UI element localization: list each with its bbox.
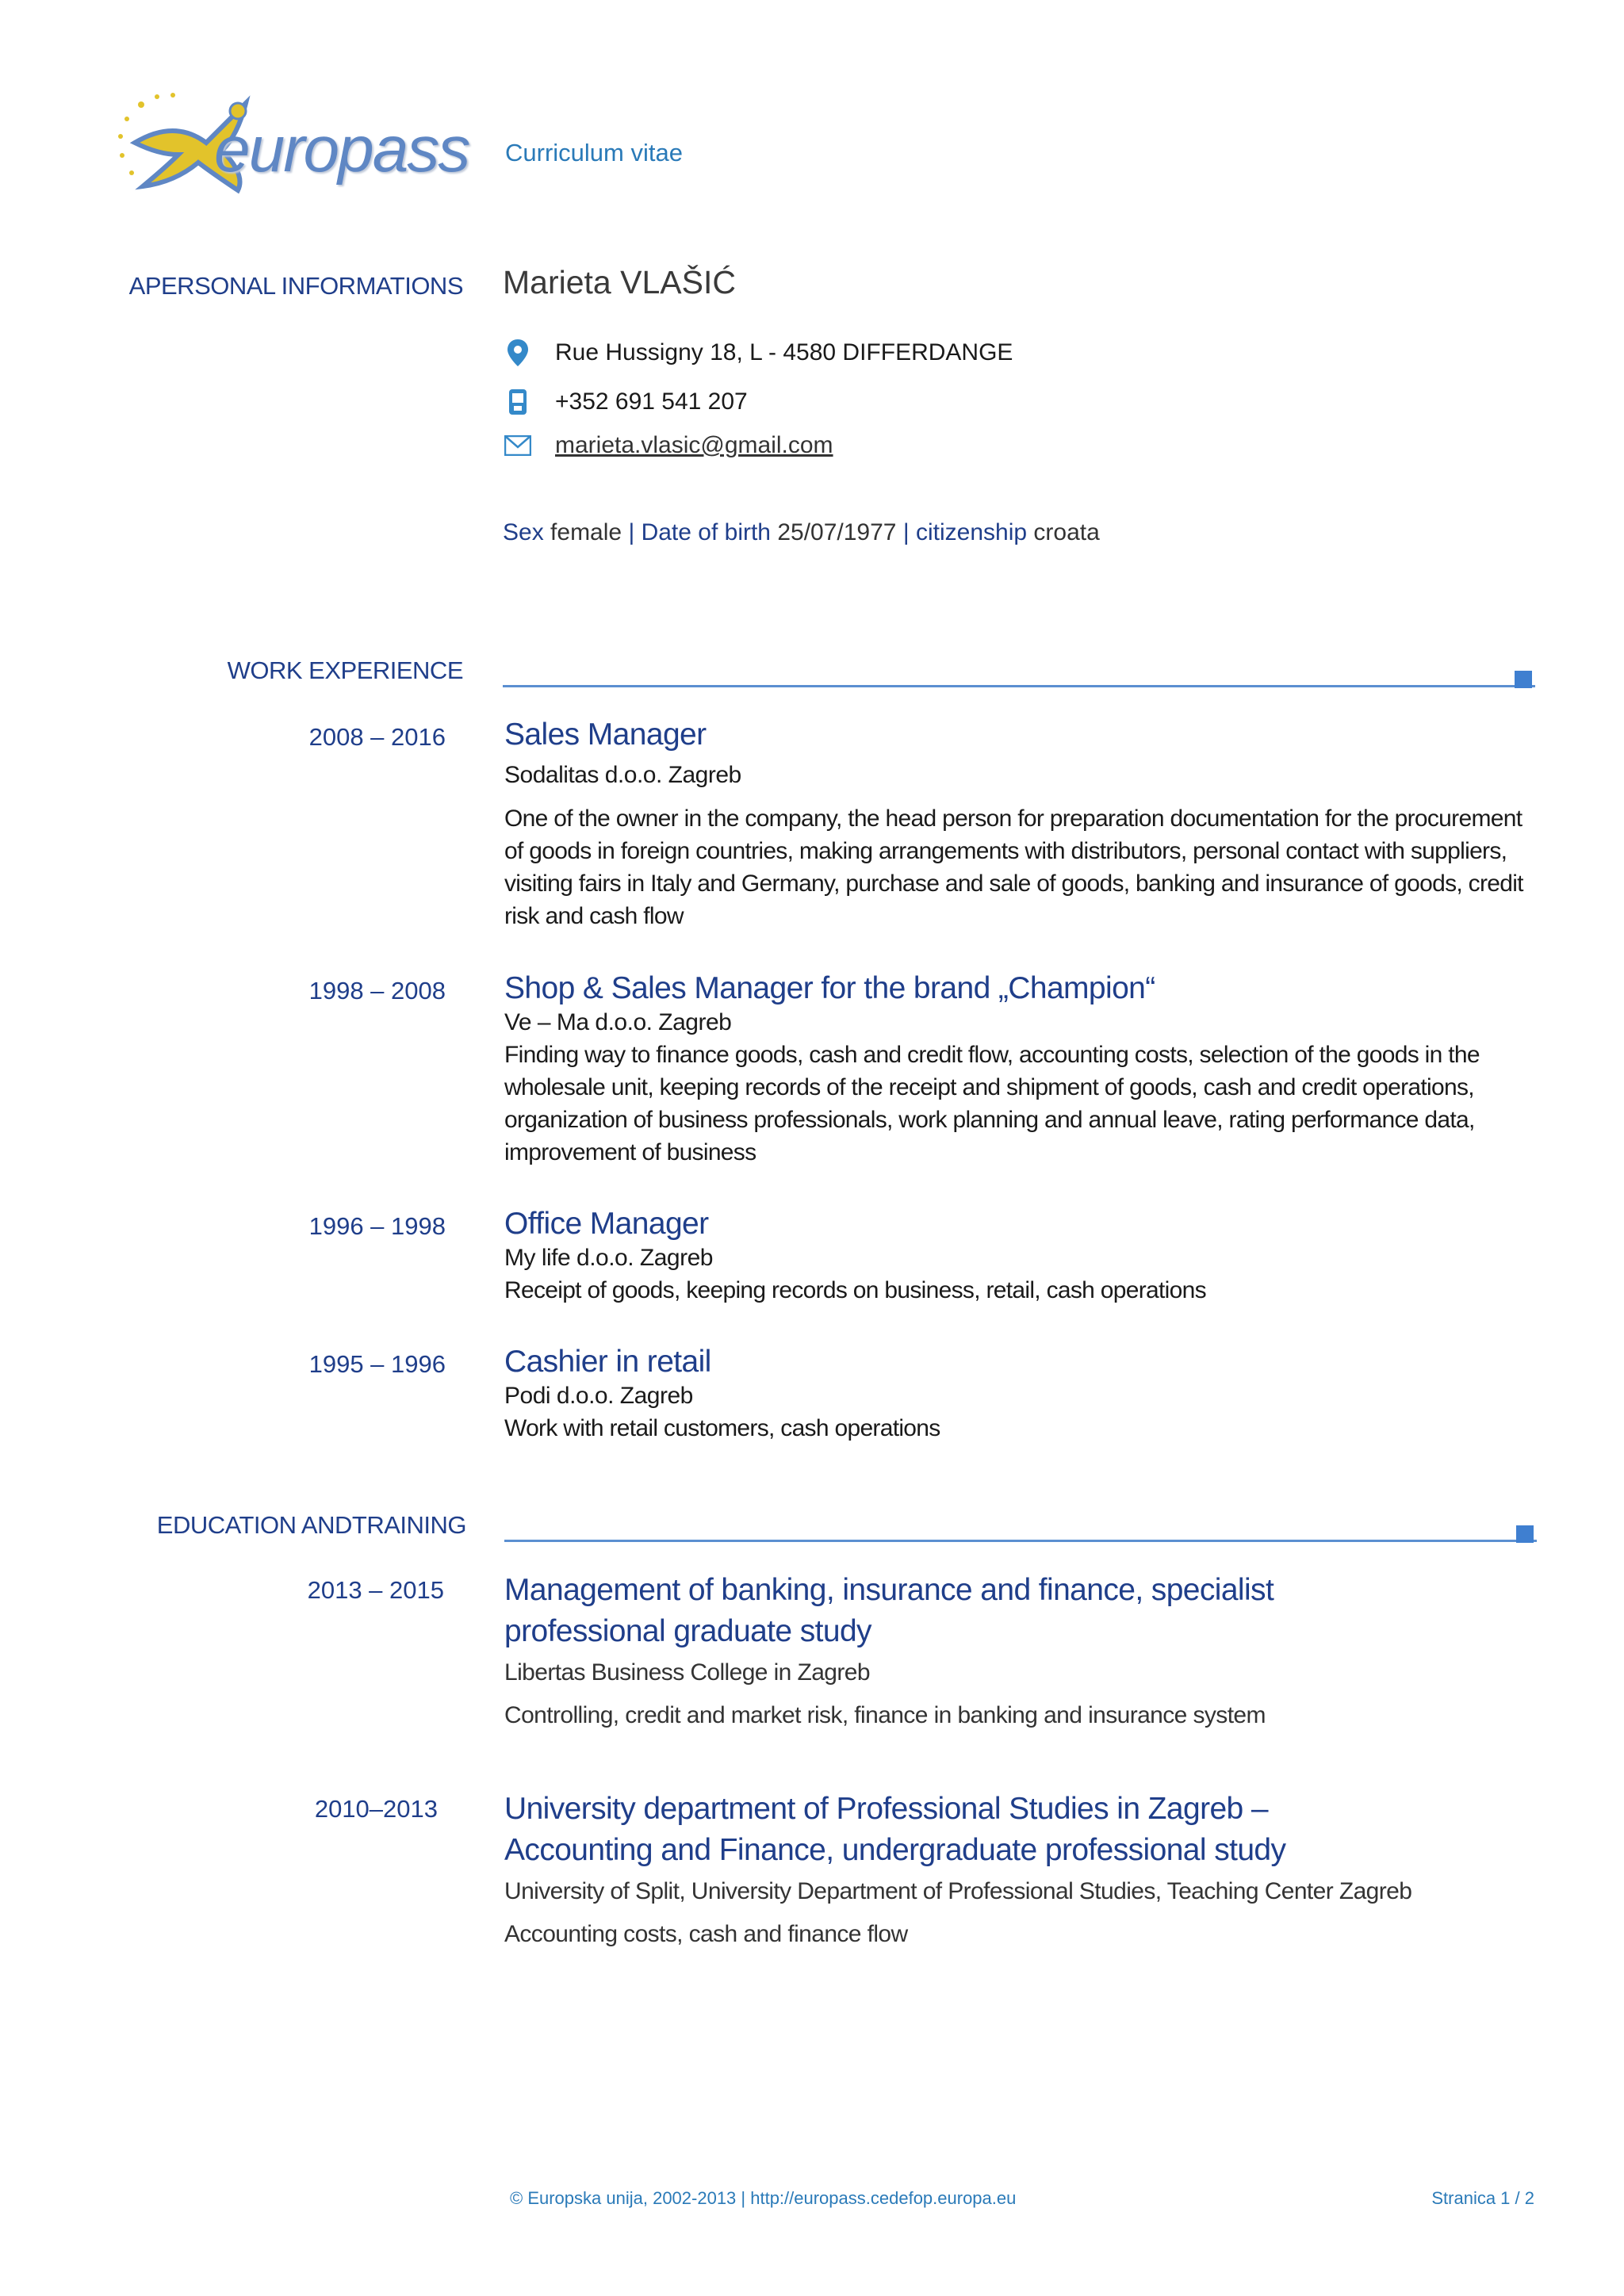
job-entry — [504, 717, 1535, 932]
job-dates: 1995 – 1996 — [308, 1350, 446, 1378]
job-dates: 1998 – 2008 — [308, 977, 446, 1004]
job-description: One of the owner in the company, the head person for preparation documentation for the procurement of goods in foreign countries, making arrangements with distributors, personal contact with suppliers, visiting fairs in Italy and Germany, purchase and sale of goods, banking and insurance of goods, credit risk and cash flow — [504, 806, 1523, 929]
address-text: Rue Hussigny 18, L - 4580 DIFFERDANGE — [555, 339, 1013, 365]
job-title: Shop & Sales Manager for the brand „Champion“ — [504, 971, 1155, 1005]
job-employer: Sodalitas d.o.o. Zagreb — [504, 762, 741, 788]
work-section-label: WORK EXPERIENCE — [227, 656, 463, 684]
sex-value: female — [550, 519, 622, 545]
email-row — [504, 432, 833, 459]
education-section-label: EDUCATION ANDTRAINING — [156, 1511, 466, 1539]
education-section-divider — [504, 1540, 1537, 1542]
logo-text: europass — [214, 113, 469, 186]
job-employer: Ve – Ma d.o.o. Zagreb — [504, 1009, 732, 1035]
job-description: Finding way to finance goods, cash and credit flow, accounting costs, selection of the goods in the wholesale unit, keeping records of the receipt and shipment of goods, cash and credit operations, organization of business professionals, work planning and annual leave, rating performance data, improvement of business — [504, 1042, 1480, 1165]
dob-value: 25/07/1977 — [777, 519, 897, 545]
personal-section-label: APERSONAL INFORMATIONS — [128, 272, 463, 300]
job-employer: My life d.o.o. Zagreb — [504, 1245, 713, 1271]
document-title: Curriculum vitae — [505, 139, 683, 166]
location-pin-icon — [504, 339, 531, 366]
education-entry — [504, 1789, 1535, 1950]
person-name: Marieta VLAŠIĆ — [503, 264, 736, 300]
job-dates: 2008 – 2016 — [308, 723, 446, 751]
education-description: Controlling, credit and market risk, finance in banking and insurance system — [504, 1702, 1266, 1728]
dob-label: Date of birth — [641, 519, 771, 545]
education-title-line1: University department of Professional Studies in Zagreb – — [504, 1792, 1268, 1826]
job-dates: 1996 – 1998 — [308, 1212, 446, 1240]
phone-row — [504, 388, 748, 415]
education-institution: Libertas Business College in Zagreb — [504, 1659, 870, 1686]
job-description: Receipt of goods, keeping records on business, retail, cash operations — [504, 1277, 1206, 1303]
citizenship-label: citizenship — [915, 519, 1028, 545]
personal-meta — [503, 519, 1100, 546]
separator: | — [902, 519, 910, 545]
phone-text: +352 691 541 207 — [555, 388, 748, 415]
education-title-line2: Accounting and Finance, undergraduate professional study — [504, 1833, 1286, 1867]
work-section-divider — [503, 685, 1535, 687]
footer-page-number: Stranica 1 / 2 — [1431, 2188, 1534, 2208]
work-section-marker — [1515, 671, 1532, 688]
job-description: Work with retail customers, cash operations — [504, 1415, 940, 1441]
job-entry — [504, 1206, 1535, 1307]
education-description: Accounting costs, cash and finance flow — [504, 1921, 908, 1947]
education-dates: 2010–2013 — [314, 1795, 438, 1823]
email-link[interactable]: marieta.vlasic@gmail.com — [555, 432, 833, 458]
envelope-icon — [504, 432, 531, 459]
education-dates: 2013 – 2015 — [307, 1576, 444, 1604]
education-title-line2: professional graduate study — [504, 1614, 871, 1648]
address-row — [504, 339, 1013, 366]
education-entry — [504, 1570, 1535, 1732]
europass-logo — [111, 87, 476, 206]
citizenship-value: croata — [1033, 519, 1100, 545]
education-title-line1: Management of banking, insurance and finance, specialist — [504, 1573, 1274, 1607]
education-institution: University of Split, University Department of Professional Studies, Teaching Center Zagreb — [504, 1878, 1412, 1904]
job-entry — [504, 1344, 1535, 1445]
education-section-marker — [1516, 1525, 1534, 1543]
job-entry — [504, 970, 1535, 1169]
job-title: Office Manager — [504, 1207, 709, 1241]
sex-label: Sex — [503, 519, 544, 545]
separator: | — [628, 519, 635, 545]
job-title: Cashier in retail — [504, 1345, 711, 1379]
job-title: Sales Manager — [504, 718, 707, 752]
job-employer: Podi d.o.o. Zagreb — [504, 1383, 693, 1409]
mobile-phone-icon — [504, 388, 531, 415]
footer-copyright: © Europska unija, 2002-2013 | http://europass.cedefop.europa.eu — [510, 2188, 1017, 2208]
